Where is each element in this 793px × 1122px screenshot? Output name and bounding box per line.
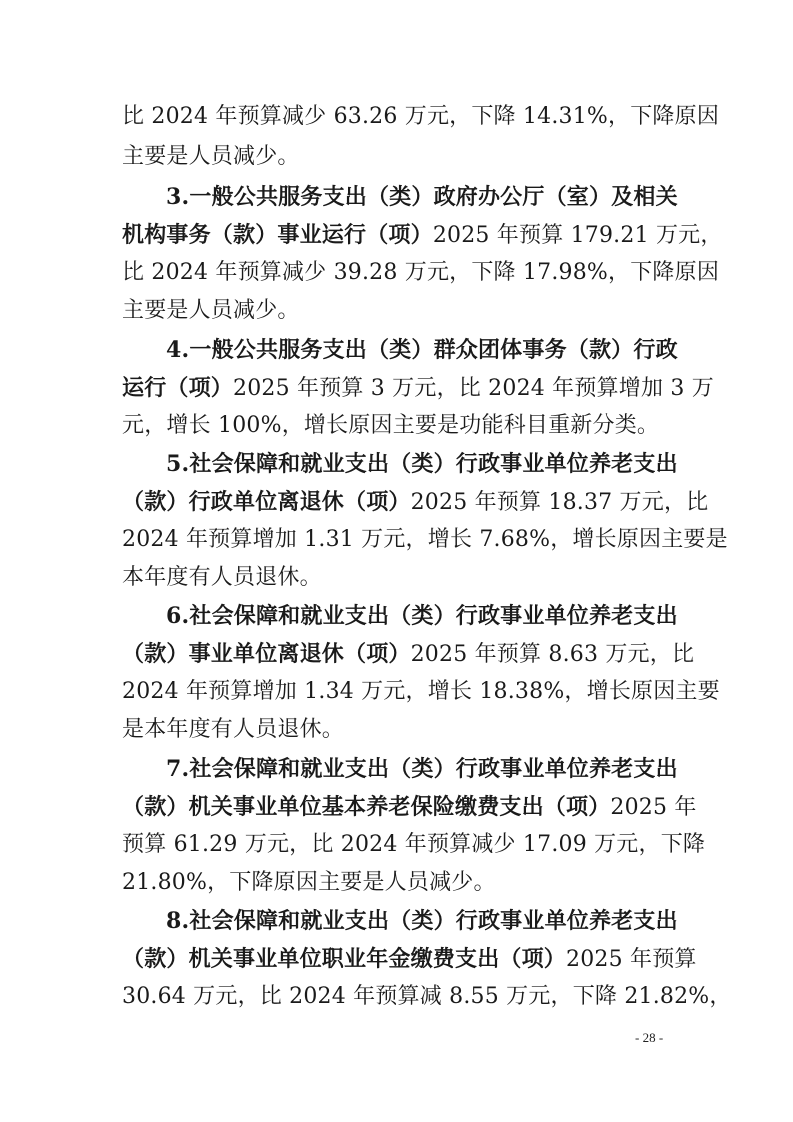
text-line: 机构事务（款）事业运行（项）2025 年预算 179.21 万元， — [122, 222, 723, 248]
text-line: 2024 年预算增加 1.34 万元，增长 18.38%，增长原因主要 — [122, 679, 720, 704]
page-number: - 28 - — [635, 1030, 664, 1045]
text-line: 比 2024 年预算减少 63.26 万元，下降 14.31%，下降原因 — [122, 104, 720, 129]
section-heading: 5.社会保障和就业支出（类）行政事业单位养老支出 — [166, 451, 678, 477]
text-line: （款）事业单位离退休（项）2025 年预算 8.63 万元，比 — [122, 641, 695, 667]
text-line: 30.64 万元，比 2024 年预算减 8.55 万元，下降 21.82%， — [122, 984, 732, 1009]
text-line: 预算 61.29 万元，比 2024 年预算减少 17.09 万元，下降 — [122, 832, 706, 857]
text-line: 元，增长 100%，增长原因主要是功能科目重新分类。 — [122, 413, 660, 438]
text-line: （款）机关事业单位基本养老保险缴费支出（项）2025 年 — [122, 794, 697, 820]
text-line: 比 2024 年预算减少 39.28 万元，下降 17.98%，下降原因 — [122, 260, 720, 285]
text-line: 2024 年预算增加 1.31 万元，增长 7.68%，增长原因主要是 — [122, 527, 728, 552]
text-line: 21.80%，下降原因主要是人员减少。 — [122, 870, 496, 895]
section-heading: 8.社会保障和就业支出（类）行政事业单位养老支出 — [166, 908, 678, 934]
section-heading: 4.一般公共服务支出（类）群众团体事务（款）行政 — [166, 337, 678, 363]
text-line: 运行（项）2025 年预算 3 万元，比 2024 年预算增加 3 万 — [122, 375, 714, 401]
section-heading: 3.一般公共服务支出（类）政府办公厅（室）及相关 — [166, 184, 678, 210]
text-line: （款）行政单位离退休（项）2025 年预算 18.37 万元，比 — [122, 489, 709, 515]
section-heading: 7.社会保障和就业支出（类）行政事业单位养老支出 — [166, 756, 678, 782]
text-line: 主要是人员减少。 — [122, 298, 300, 323]
text-line: 本年度有人员退休。 — [122, 565, 322, 590]
text-line: 是本年度有人员退休。 — [122, 717, 345, 742]
text-line: 主要是人员减少。 — [122, 144, 300, 169]
text-line: （款）机关事业单位职业年金缴费支出（项）2025 年预算 — [122, 946, 697, 972]
section-heading: 6.社会保障和就业支出（类）行政事业单位养老支出 — [166, 603, 678, 629]
